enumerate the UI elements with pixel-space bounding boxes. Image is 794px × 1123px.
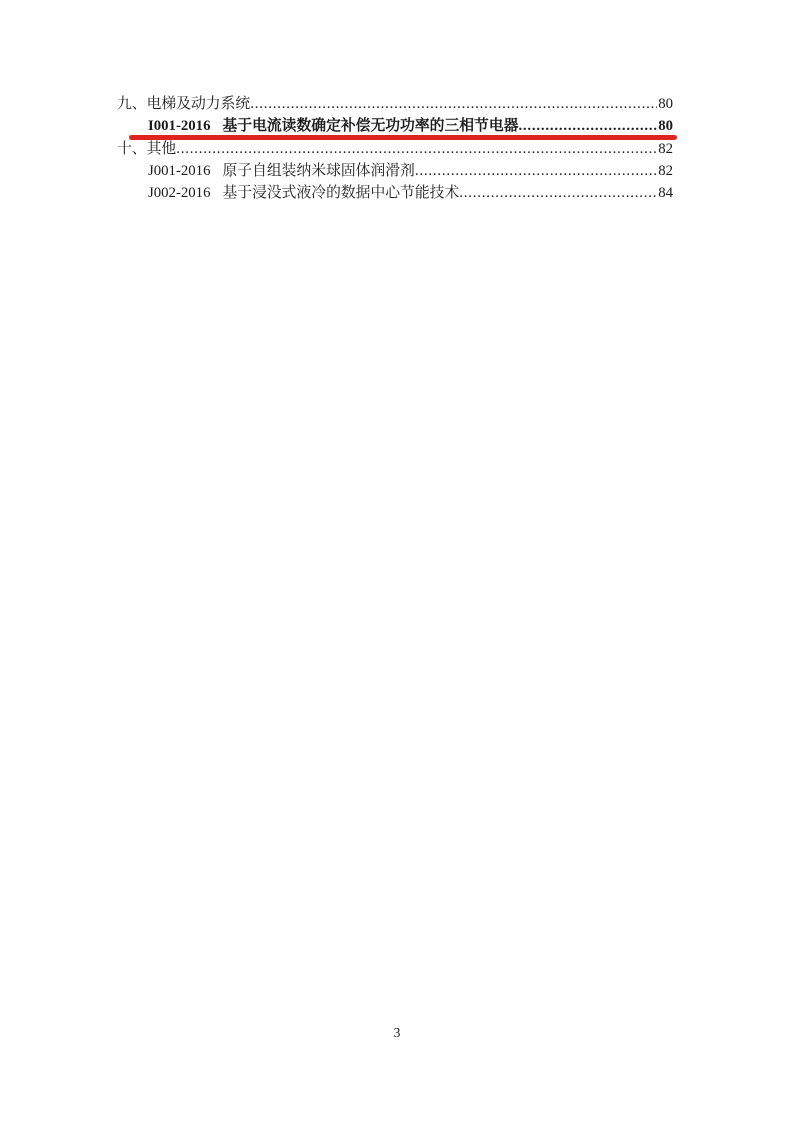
toc-entry-number: 九、 [117,96,147,112]
dot-leader [459,182,657,204]
toc-entry-page: 80 [658,96,673,112]
toc-entry-number: 十、 [117,140,147,157]
table-of-contents [117,93,673,204]
toc-entry-title: 其他 [146,140,177,157]
dot-leader [415,160,657,182]
page-number: 3 [393,1025,401,1040]
dot-leader [176,138,657,160]
dot-leader [250,93,657,115]
toc-entry-page: 82 [658,140,673,157]
toc-entry-page: 84 [658,185,673,202]
toc-entry-number: J002-2016 [148,185,211,202]
toc-entry-title: 基于浸没式液冷的数据中心节能技术 [222,185,460,202]
toc-entry[interactable] [117,93,673,115]
toc-entry-title: 原子自组装纳米球固体润滑剂 [222,162,415,179]
toc-entry-number: J001-2016 [148,162,211,179]
toc-entry-page: 80 [658,118,673,135]
toc-entry-title: 电梯及动力系统 [146,96,251,112]
toc-entry-title: 基于电流读数确定补偿无功功率的三相节电器 [222,118,519,135]
toc-entry[interactable] [117,182,673,204]
toc-entry-number: I001-2016 [148,118,211,135]
toc-entry[interactable] [117,115,673,137]
toc-entry[interactable] [117,138,673,160]
toc-entry-page: 82 [658,162,673,179]
toc-entry[interactable] [117,160,673,182]
page-footer [0,1024,794,1042]
